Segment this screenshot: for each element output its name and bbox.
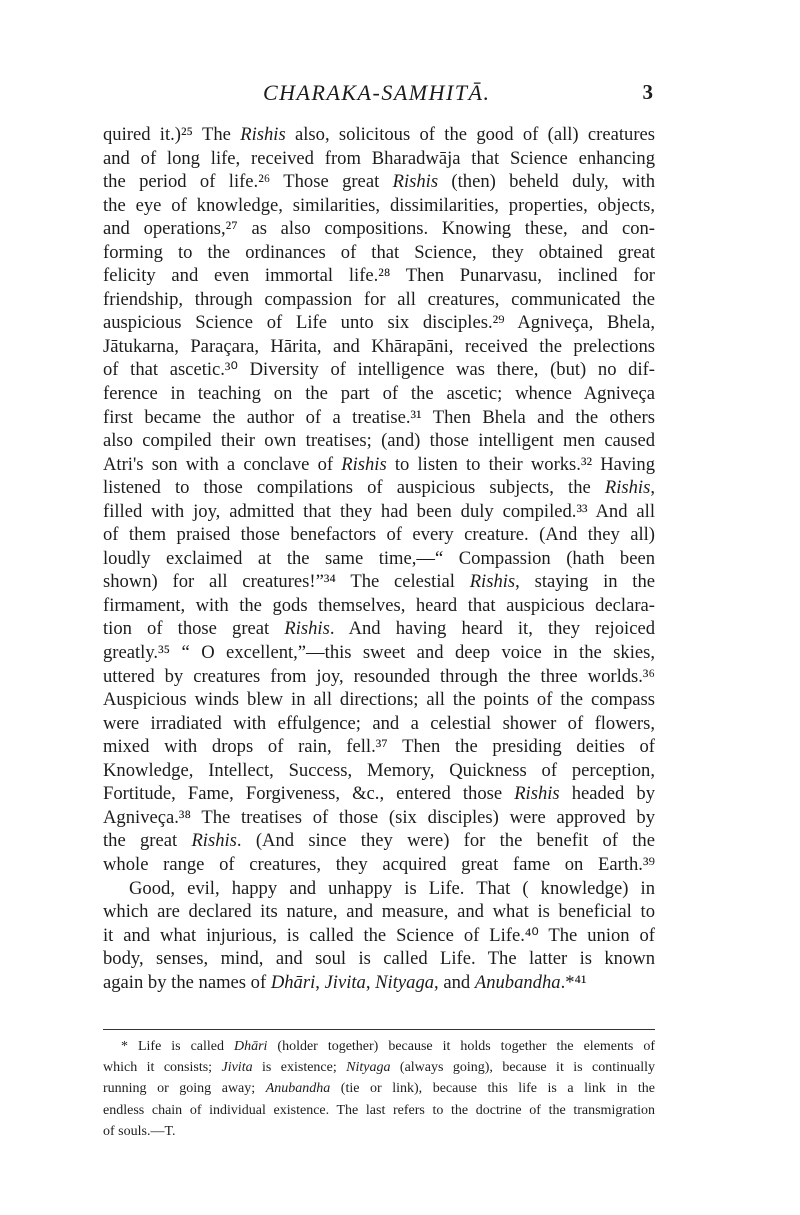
text-line: greatly.³⁵ “ O excellent,”—this sweet and deep voice in the skies, [103,642,655,664]
text-line: forming to the ordinances of that Science, they obtained great [103,241,655,263]
text-line: uttered by creatures from joy, resounded through the three worlds.³⁶ [103,665,655,687]
body-text [103,123,655,994]
text-line: shown) for all creatures!”³⁴ The celestial Rishis, staying in the [103,571,656,593]
text-line: the eye of knowledge, similarities, dissimilarities, properties, objects, [103,194,655,216]
page-number: 3 [642,80,653,104]
text-line: first became the author of a treatise.³¹ Then Bhela and the others [103,406,655,428]
page-header [0,80,800,110]
text-line: and operations,²⁷ as also compositions. Knowing these, and con- [103,218,655,240]
text-line: filled with joy, admitted that they had been duly compiled.³³ And all [103,500,655,522]
text-line: which are declared its nature, and measure, and what is beneficial to [103,901,655,923]
footnote-line: * Life is called Dhāri (holder together) because it holds together the elements of [121,1039,655,1054]
text-line: loudly exclaimed at the same time,—“ Compassion (hath been [103,547,655,569]
text-line: whole range of creatures, they acquired great fame on Earth.³⁹ [103,853,655,875]
text-line: Auspicious winds blew in all directions; all the points of the compass [103,689,655,711]
text-line: body, senses, mind, and soul is called Life. The latter is known [103,948,655,970]
text-line: Fortitude, Fame, Forgiveness, &c., entered those Rishis headed by [103,783,655,805]
footnote-line: endless chain of individual existence. The last refers to the doctrine of the transmigration [103,1102,655,1118]
text-line: Good, evil, happy and unhappy is Life. That ( knowledge) in [129,877,655,899]
text-line: the great Rishis. (And since they were) for the benefit of the [103,830,655,852]
text-line: listened to those compilations of auspicious subjects, the Rishis, [103,477,655,499]
text-line: Jātukarna, Paraçara, Hārita, and Khārapāni, received the prelections [103,335,655,357]
text-line: it and what injurious, is called the Science of Life.⁴⁰ The union of [103,924,655,946]
text-line: Knowledge, Intellect, Success, Memory, Quickness of perception, [103,759,655,781]
footnote-rule [103,1029,655,1030]
text-line: again by the names of Dhāri, Jivita, Nityaga, and Anubandha.*⁴¹ [103,971,587,993]
text-line: friendship, through compassion for all creatures, communicated the [103,288,655,310]
text-line: were irradiated with effulgence; and a celestial shower of flowers, [103,712,655,734]
text-line: of that ascetic.³⁰ Diversity of intelligence was there, (but) no dif- [103,359,655,381]
footnote-line: which it consists; Jivita is existence; Nityaga (always going), because it is continually [103,1060,655,1076]
text-line: mixed with drops of rain, fell.³⁷ Then the presiding deities of [103,736,655,758]
text-line: quired it.)²⁵ The Rishis also, solicitous of the good of (all) creatures [103,124,655,145]
footnote-line: running or going away; Anubandha (tie or link), because this life is a link in the [103,1081,655,1097]
text-line: auspicious Science of Life unto six disciples.²⁹ Agniveça, Bhela, [103,312,655,334]
footnote-line: of souls.—T. [103,1123,176,1139]
text-line: felicity and even immortal life.²⁸ Then Punarvasu, inclined for [103,265,655,287]
text-line: and of long life, received from Bharadwāja that Science enhancing [103,147,655,169]
text-line: ference in teaching on the part of the ascetic; whence Agniveça [103,383,655,405]
text-line: tion of those great Rishis. And having heard it, they rejoiced [103,618,655,640]
text-line: the period of life.²⁶ Those great Rishis (then) beheld duly, with [103,171,655,193]
footnote [103,1036,655,1142]
text-line: of them praised those benefactors of every creature. (And they all) [103,524,655,546]
text-line: also compiled their own treatises; (and) those intelligent men caused [103,430,655,452]
text-line: Agniveça.³⁸ The treatises of those (six disciples) were approved by [103,806,655,828]
running-title: CHARAKA-SAMHITĀ. [263,80,491,105]
text-line: firmament, with the gods themselves, heard that auspicious declara- [103,594,655,616]
text-line: Atri's son with a conclave of Rishis to listen to their works.³² Having [103,453,655,475]
